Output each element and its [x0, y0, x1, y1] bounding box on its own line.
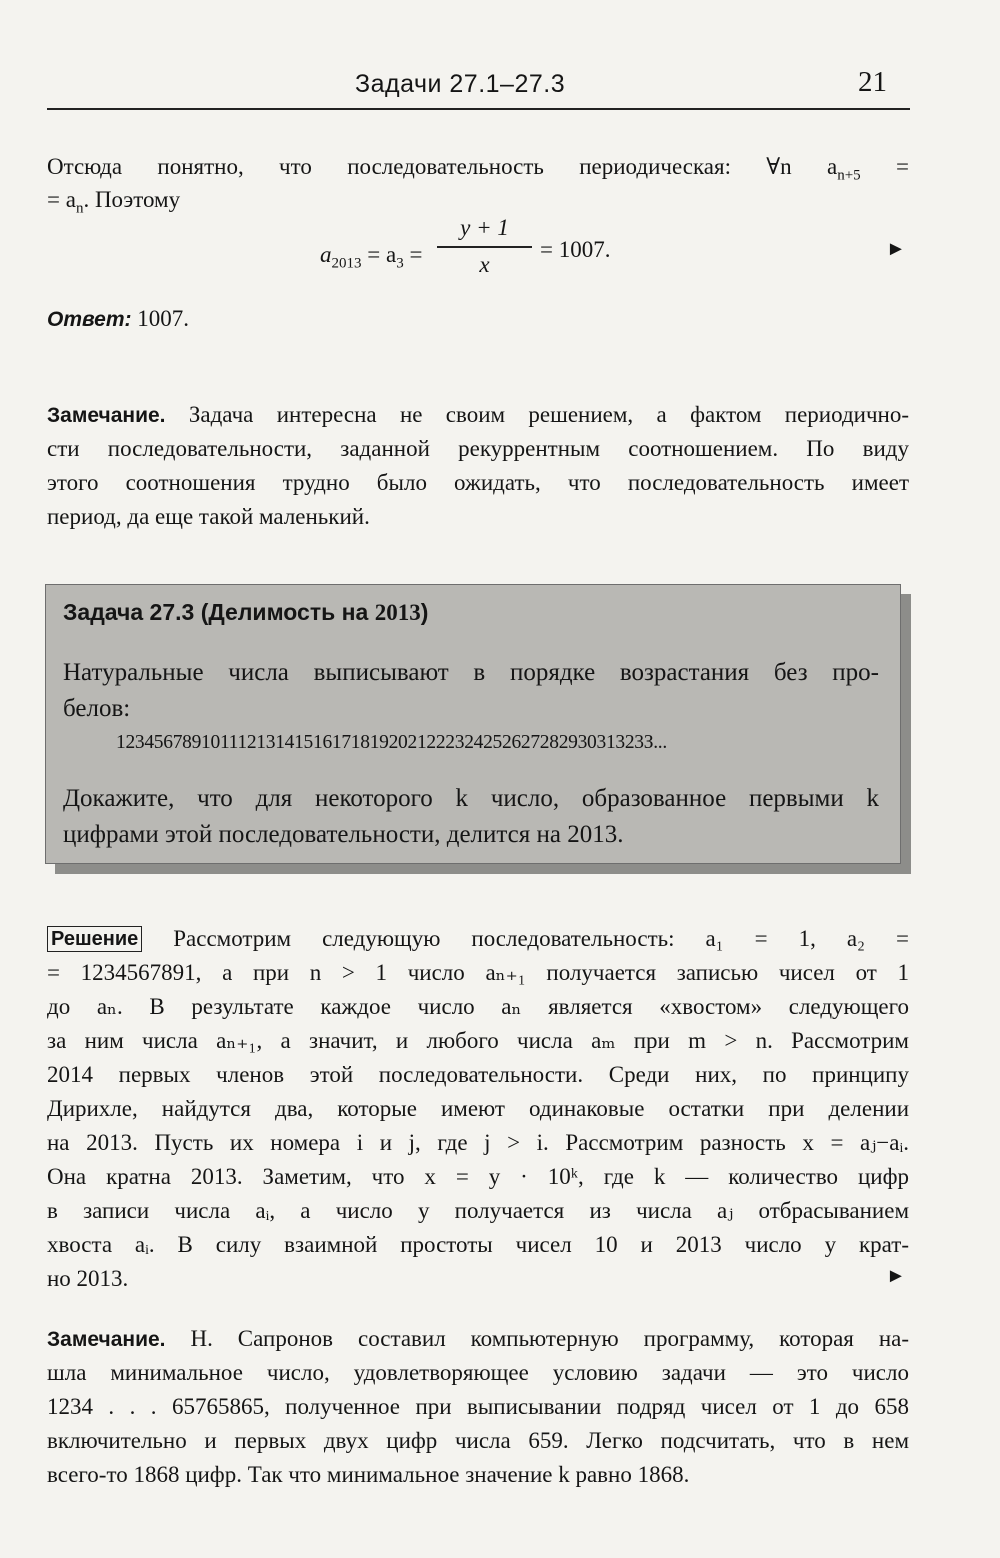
header-rule [47, 108, 910, 110]
solution-line-3: до aₙ. В результате каждое число aₙ является «хвостом» следующего [47, 994, 909, 1019]
fraction-denominator: x [479, 251, 490, 277]
problem-title: Задача 27.3 (Делимость на 2013) [63, 599, 429, 625]
fraction-bar [437, 246, 532, 248]
remark1-label: Замечание. [47, 404, 166, 427]
remark1-line-2: сти последовательности, заданной рекуррентным соотношением. По виду [47, 436, 909, 461]
problem-text-line-1: Натуральные числа выписывают в порядке возрастания без про- [63, 659, 879, 686]
solution-line-2: = 1234567891, а при n > 1 число aₙ₊₁ получается записью чисел от 1 [47, 960, 909, 985]
solution-end-marker: ► [886, 1265, 906, 1287]
intro-line-2: = $a_n$. Поэтому [47, 187, 181, 217]
remark2-line-1: Замечание. Н. Сапронов составил компьютерную программу, которая на- [47, 1326, 909, 1351]
end-of-proof-marker: ► [886, 238, 906, 260]
fraction-numerator: y + 1 [460, 215, 509, 240]
problem-question-line-1: Докажите, что для некоторого k число, образованное первыми k [63, 785, 879, 812]
remark1-line-3: этого соотношения трудно было ожидать, что последовательность имеет [47, 470, 909, 495]
solution-line-8: Она кратна 2013. Заметим, что x = y · 10ᵏ, где k — количество цифр [47, 1164, 909, 1189]
formula-rhs: = 1007. [540, 237, 611, 262]
solution-line-1: Решение Рассмотрим следующую последовательность: a₁ = 1, a₂ = [47, 922, 909, 956]
formula-fraction [437, 213, 532, 280]
digit-sequence: 12345678910111213141516171819202122232425262728293031323З... [116, 732, 667, 753]
remark2-line-4: включительно и первых двух цифр числа 659. Легко подсчитать, что в нем [47, 1428, 909, 1453]
solution-line-5: 2014 первых членов этой последовательности. Среди них, по принципу [47, 1062, 909, 1087]
solution-line-11: но 2013. [47, 1266, 129, 1291]
remark2-line-3: 1234 . . . 65765865, полученное при выписывании подряд чисел от 1 до 658 [47, 1394, 909, 1419]
problem-text-line-2: белов: [63, 695, 131, 722]
answer [47, 302, 189, 337]
answer-label: Ответ: [47, 308, 132, 331]
problem-question-line-2: цифрами этой последовательности, делится на 2013. [63, 821, 624, 848]
solution-line-9: в записи числа aᵢ, а число y получается из числа aⱼ отбрасыванием [47, 1198, 909, 1223]
remark2-line-2: шла минимальное число, удовлетворяющее условию задачи — это число [47, 1360, 909, 1385]
running-header-title: Задачи 27.1–27.3 [355, 70, 566, 98]
formula-lhs: $a_{2013} = a_3$ = [320, 242, 423, 272]
solution-line-7: на 2013. Пусть их номера i и j, где j > i. Рассмотрим разность x = aⱼ−aᵢ. [47, 1130, 909, 1155]
page-number: 21 [858, 66, 887, 98]
solution-line-10: хвоста aᵢ. В силу взаимной простоты чисел 10 и 2013 число y крат- [47, 1232, 909, 1257]
intro-line-1: Отсюда понятно, что последовательность периодическая: ∀n $a_{n+5}$ = [47, 154, 909, 184]
problem-box [45, 584, 901, 864]
solution-line-6: Дирихле, найдутся два, которые имеют одинаковые остатки при делении [47, 1096, 909, 1121]
solution-line-4: за ним числа aₙ₊₁, а значит, и любого числа aₘ при m > n. Рассмотрим [47, 1028, 909, 1053]
answer-value: 1007. [137, 306, 190, 331]
remark1-line-1: Замечание. Задача интересна не своим решением, а фактом периодично- [47, 402, 909, 427]
remark1-line-4: период, да еще такой маленький. [47, 504, 370, 529]
remark2-label: Замечание. [47, 1328, 166, 1351]
solution-label: Решение [47, 926, 142, 952]
remark2-line-5: всего-то 1868 цифр. Так что минимальное значение k равно 1868. [47, 1462, 690, 1487]
